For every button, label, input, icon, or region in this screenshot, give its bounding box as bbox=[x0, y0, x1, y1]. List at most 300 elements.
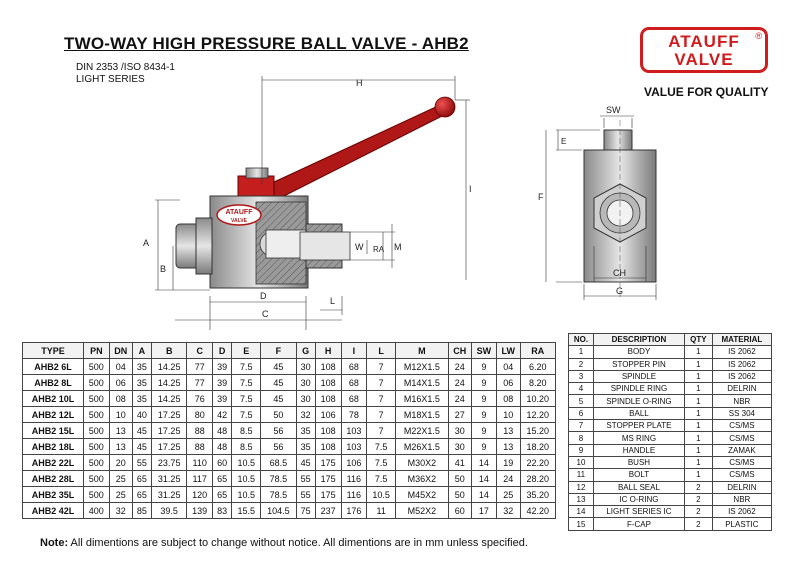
dimension-table-cell: M30X2 bbox=[396, 455, 449, 471]
stem-nut bbox=[246, 168, 268, 178]
dimension-table-cell: 7 bbox=[367, 391, 396, 407]
dimension-table-cell: 31.25 bbox=[152, 471, 187, 487]
dimension-table-cell: 39 bbox=[213, 375, 232, 391]
dimension-table-cell: 40 bbox=[132, 407, 151, 423]
dimension-table-cell: 8.20 bbox=[520, 375, 555, 391]
dimension-table-header-cell: L bbox=[367, 343, 396, 359]
dimension-table-cell: 7 bbox=[367, 407, 396, 423]
dimension-table-cell: 10.5 bbox=[367, 487, 396, 503]
dimension-table-cell: 65 bbox=[213, 487, 232, 503]
dimension-table-cell: 56 bbox=[261, 423, 296, 439]
dimension-table-cell: M22X1.5 bbox=[396, 423, 449, 439]
dimension-table-cell: 60 bbox=[213, 455, 232, 471]
parts-table bbox=[568, 333, 772, 531]
dim-E: E bbox=[561, 137, 567, 146]
parts-table-row bbox=[569, 358, 772, 370]
dim-I: I bbox=[469, 184, 472, 194]
dimension-table-cell: 30 bbox=[448, 423, 471, 439]
dimension-table-cell: 04 bbox=[109, 359, 132, 375]
parts-table-cell: IS 2062 bbox=[712, 370, 771, 382]
dim-D: D bbox=[260, 291, 267, 301]
parts-table-cell: BUSH bbox=[593, 456, 684, 468]
dimension-table-cell: 7 bbox=[367, 375, 396, 391]
dimension-table-cell: 88 bbox=[187, 423, 213, 439]
dimension-table-cell: AHB2 28L bbox=[23, 471, 84, 487]
dimension-table-cell: 45 bbox=[261, 375, 296, 391]
dimension-table-cell: 14.25 bbox=[152, 375, 187, 391]
dimension-table-cell: M16X1.5 bbox=[396, 391, 449, 407]
dimension-table-cell: 50 bbox=[448, 487, 471, 503]
parts-table-cell: 13 bbox=[569, 493, 594, 505]
dimension-table-cell: 14.25 bbox=[152, 359, 187, 375]
dimension-table-cell: 55 bbox=[296, 487, 315, 503]
dimension-table-cell: AHB2 10L bbox=[23, 391, 84, 407]
body-logo-line1: ATAUFF bbox=[225, 209, 253, 216]
parts-table-cell: IS 2062 bbox=[712, 506, 771, 518]
parts-table-cell: SPINDLE O-RING bbox=[593, 395, 684, 407]
parts-table-cell: CS/MS bbox=[712, 432, 771, 444]
dimension-table-cell: 30 bbox=[296, 375, 315, 391]
dimension-table-cell: 7 bbox=[367, 423, 396, 439]
parts-table-cell: NBR bbox=[712, 493, 771, 505]
dimension-table-header-cell: H bbox=[315, 343, 341, 359]
parts-table-row bbox=[569, 432, 772, 444]
dimension-table-cell: 9 bbox=[471, 439, 496, 455]
dimension-table-cell: AHB2 35L bbox=[23, 487, 84, 503]
dim-A: A bbox=[143, 238, 150, 248]
parts-table-cell: 2 bbox=[684, 481, 712, 493]
parts-table-cell: 10 bbox=[569, 456, 594, 468]
dimension-table-cell: 17.25 bbox=[152, 407, 187, 423]
dimension-table-cell: 06 bbox=[496, 375, 520, 391]
dimension-table-row bbox=[23, 375, 556, 391]
dimension-table-cell: 117 bbox=[187, 471, 213, 487]
dim-F: F bbox=[538, 192, 544, 202]
dimension-table-cell: 77 bbox=[187, 359, 213, 375]
page-title: TWO-WAY HIGH PRESSURE BALL VALVE - AHB2 bbox=[64, 34, 469, 53]
parts-table-cell: F-CAP bbox=[593, 518, 684, 530]
parts-table-cell: 3 bbox=[569, 370, 594, 382]
dimension-table-header-cell: LW bbox=[496, 343, 520, 359]
dimension-table-cell: 27 bbox=[448, 407, 471, 423]
dimension-table-cell: 176 bbox=[341, 503, 367, 519]
dimension-table-cell: M12X1.5 bbox=[396, 359, 449, 375]
dimension-table-cell: M18X1.5 bbox=[396, 407, 449, 423]
dimension-table-cell: 103 bbox=[341, 423, 367, 439]
dimension-table-cell: M52X2 bbox=[396, 503, 449, 519]
parts-table-cell: 1 bbox=[684, 444, 712, 456]
dimension-table-row bbox=[23, 359, 556, 375]
dim-RA: RA bbox=[373, 245, 385, 254]
dimension-table-cell: AHB2 12L bbox=[23, 407, 84, 423]
parts-table-cell: LIGHT SERIES IC bbox=[593, 506, 684, 518]
dimension-table-cell: 24 bbox=[496, 471, 520, 487]
dim-M: M bbox=[394, 242, 402, 252]
parts-table-cell: 1 bbox=[684, 358, 712, 370]
dimension-table-cell: 7 bbox=[367, 359, 396, 375]
registered-mark: ® bbox=[755, 31, 762, 41]
dimension-table-cell: 17 bbox=[471, 503, 496, 519]
dimension-table-cell: 68 bbox=[341, 391, 367, 407]
dimension-table-cell: 13 bbox=[496, 423, 520, 439]
dimension-table-header bbox=[23, 343, 556, 359]
right-fitting bbox=[300, 224, 350, 268]
parts-table-cell: SS 304 bbox=[712, 407, 771, 419]
dim-G: G bbox=[616, 286, 624, 296]
dimension-table-cell: 45 bbox=[261, 391, 296, 407]
dimension-table-cell: AHB2 15L bbox=[23, 423, 84, 439]
dimension-table-row bbox=[23, 487, 556, 503]
dimension-table-cell: 50 bbox=[448, 471, 471, 487]
dimension-table-cell: 106 bbox=[341, 455, 367, 471]
dimension-table-cell: 35 bbox=[132, 375, 151, 391]
dimension-table-cell: 17.25 bbox=[152, 423, 187, 439]
dim-H: H bbox=[356, 78, 363, 88]
parts-table-row bbox=[569, 346, 772, 358]
dimension-table-cell: 175 bbox=[315, 487, 341, 503]
dimension-table-cell: 108 bbox=[315, 439, 341, 455]
dimension-table-header-cell: G bbox=[296, 343, 315, 359]
dimension-table-header-cell: CH bbox=[448, 343, 471, 359]
parts-table-cell: CS/MS bbox=[712, 456, 771, 468]
dimension-table-cell: 7.5 bbox=[232, 375, 261, 391]
parts-table-cell: ZAMAK bbox=[712, 444, 771, 456]
parts-table-cell: 2 bbox=[569, 358, 594, 370]
dimension-table-cell: 39 bbox=[213, 359, 232, 375]
dimension-table-cell: 17.25 bbox=[152, 439, 187, 455]
dimension-table-cell: 83 bbox=[213, 503, 232, 519]
parts-table-cell: 5 bbox=[569, 395, 594, 407]
dimension-table-cell: 88 bbox=[187, 439, 213, 455]
dimension-table-row bbox=[23, 439, 556, 455]
parts-table-header bbox=[569, 334, 772, 346]
dim-CH: CH bbox=[613, 268, 626, 278]
dimension-table-cell: 45 bbox=[261, 359, 296, 375]
dimension-table-cell: 14 bbox=[471, 455, 496, 471]
dimension-table-cell: 108 bbox=[315, 391, 341, 407]
dimension-table-cell: 23.75 bbox=[152, 455, 187, 471]
dimension-table-cell: 7.5 bbox=[232, 407, 261, 423]
dimension-table-cell: 32 bbox=[296, 407, 315, 423]
parts-table-cell: PLASTIC bbox=[712, 518, 771, 530]
dimension-table-cell: 24 bbox=[448, 375, 471, 391]
dimension-table-cell: 65 bbox=[132, 487, 151, 503]
dimension-table-cell: M14X1.5 bbox=[396, 375, 449, 391]
parts-table-cell: 1 bbox=[684, 370, 712, 382]
dimension-table-cell: 10.5 bbox=[232, 487, 261, 503]
dimension-table-cell: 25 bbox=[496, 487, 520, 503]
parts-table-row bbox=[569, 481, 772, 493]
dimension-table-cell: 04 bbox=[496, 359, 520, 375]
parts-table-cell: 11 bbox=[569, 469, 594, 481]
dimension-table-cell: 18.20 bbox=[520, 439, 555, 455]
dimension-table-cell: 65 bbox=[132, 471, 151, 487]
body-logo-line2: VALVE bbox=[231, 218, 247, 224]
dimension-table-cell: 28.20 bbox=[520, 471, 555, 487]
dimension-table-cell: M36X2 bbox=[396, 471, 449, 487]
dimension-table-cell: 500 bbox=[83, 359, 109, 375]
dimension-table-header-cell: F bbox=[261, 343, 296, 359]
dimension-table-cell: 500 bbox=[83, 471, 109, 487]
dimension-table-cell: 139 bbox=[187, 503, 213, 519]
dim-SW: SW bbox=[606, 105, 621, 115]
dimension-table-row bbox=[23, 455, 556, 471]
dimension-table-cell: 7.5 bbox=[367, 439, 396, 455]
parts-table-cell: 4 bbox=[569, 383, 594, 395]
dimension-table-header-cell: B bbox=[152, 343, 187, 359]
parts-table-row bbox=[569, 383, 772, 395]
parts-table-cell: CS/MS bbox=[712, 420, 771, 432]
parts-table-cell: BODY bbox=[593, 346, 684, 358]
dimension-table-cell: 10.5 bbox=[232, 471, 261, 487]
dimension-table-cell: 25 bbox=[109, 487, 132, 503]
dimension-table-cell: 22.20 bbox=[520, 455, 555, 471]
dimension-table-cell: 56 bbox=[261, 439, 296, 455]
parts-table-cell: DELRIN bbox=[712, 481, 771, 493]
parts-table-row bbox=[569, 506, 772, 518]
valve-body bbox=[210, 196, 308, 288]
dimension-table-cell: 42 bbox=[213, 407, 232, 423]
dimension-table-cell: 55 bbox=[296, 471, 315, 487]
dimension-table-cell: 30 bbox=[448, 439, 471, 455]
tagline: VALUE FOR QUALITY bbox=[644, 85, 769, 99]
dimension-table-cell: 108 bbox=[315, 375, 341, 391]
parts-table-cell: 1 bbox=[684, 395, 712, 407]
dimension-table-cell: AHB2 8L bbox=[23, 375, 84, 391]
dimension-table-cell: 500 bbox=[83, 391, 109, 407]
dimension-table-row bbox=[23, 391, 556, 407]
dimension-table-cell: 35 bbox=[132, 391, 151, 407]
dimension-table-cell: 08 bbox=[109, 391, 132, 407]
dimension-table-cell: 7.5 bbox=[367, 455, 396, 471]
parts-table-row bbox=[569, 420, 772, 432]
dimension-table-header-cell: TYPE bbox=[23, 343, 84, 359]
parts-table-cell: 1 bbox=[684, 469, 712, 481]
footnote-text: All dimentions are subject to change without notice. All dimentions are in mm unless specified. bbox=[68, 537, 528, 549]
dimension-table-cell: 42.20 bbox=[520, 503, 555, 519]
dimension-table-cell: 7.5 bbox=[232, 391, 261, 407]
dimension-table-cell: 13 bbox=[109, 423, 132, 439]
dim-C: C bbox=[262, 309, 269, 319]
dimension-table-cell: 12.20 bbox=[520, 407, 555, 423]
parts-table-row bbox=[569, 518, 772, 530]
dimension-table-header-cell: C bbox=[187, 343, 213, 359]
dimension-table-cell: 120 bbox=[187, 487, 213, 503]
dimension-table-cell: 24 bbox=[448, 391, 471, 407]
parts-table-cell: HANDLE bbox=[593, 444, 684, 456]
dimension-table-cell: 35 bbox=[132, 359, 151, 375]
dimension-table-cell: 14.25 bbox=[152, 391, 187, 407]
dimension-table-header-cell: I bbox=[341, 343, 367, 359]
dimension-table-cell: 77 bbox=[187, 375, 213, 391]
handle bbox=[238, 97, 455, 200]
dimension-table-cell: 8.5 bbox=[232, 423, 261, 439]
logo-line2: VALVE bbox=[674, 50, 734, 69]
dimension-table-header-cell: SW bbox=[471, 343, 496, 359]
handle-knob bbox=[435, 97, 455, 117]
parts-table-cell: 8 bbox=[569, 432, 594, 444]
dimension-table-cell: 11 bbox=[367, 503, 396, 519]
dimension-table-cell: 85 bbox=[132, 503, 151, 519]
dimension-table-cell: 500 bbox=[83, 423, 109, 439]
standard-label: DIN 2353 /ISO 8434-1 bbox=[76, 62, 175, 73]
dimension-table-header-cell: PN bbox=[83, 343, 109, 359]
dimension-table-cell: 500 bbox=[83, 487, 109, 503]
dimension-table-cell: AHB2 42L bbox=[23, 503, 84, 519]
footnote-label: Note: bbox=[40, 537, 69, 549]
parts-table-cell: SPINDLE RING bbox=[593, 383, 684, 395]
dimension-table-cell: 68.5 bbox=[261, 455, 296, 471]
parts-table-cell: STOPPER PLATE bbox=[593, 420, 684, 432]
dimension-table-cell: 35 bbox=[296, 423, 315, 439]
parts-table-header-cell: NO. bbox=[569, 334, 594, 346]
dimension-table-cell: 15.20 bbox=[520, 423, 555, 439]
dimension-table-cell: 30 bbox=[296, 391, 315, 407]
dimension-table-cell: 65 bbox=[213, 471, 232, 487]
dimension-table-cell: 103 bbox=[341, 439, 367, 455]
dim-L: L bbox=[330, 296, 336, 306]
dimension-table-header-cell: DN bbox=[109, 343, 132, 359]
parts-table-row bbox=[569, 395, 772, 407]
parts-table-cell: 1 bbox=[684, 383, 712, 395]
dimension-table-cell: 10.20 bbox=[520, 391, 555, 407]
dimension-table-cell: 14 bbox=[471, 487, 496, 503]
dimension-table-cell: 78 bbox=[341, 407, 367, 423]
dimension-table-cell: 39 bbox=[213, 391, 232, 407]
dimension-table-cell: 116 bbox=[341, 471, 367, 487]
dimension-table-cell: 48 bbox=[213, 423, 232, 439]
dimension-table-cell: 55 bbox=[132, 455, 151, 471]
dimension-table-cell: 500 bbox=[83, 439, 109, 455]
dimension-table-cell: 14 bbox=[471, 471, 496, 487]
parts-table-cell: NBR bbox=[712, 395, 771, 407]
dimension-table-cell: 9 bbox=[471, 407, 496, 423]
parts-table-cell: 1 bbox=[684, 346, 712, 358]
logo-line1: ATAUFF bbox=[668, 32, 740, 51]
dimension-table-header-cell: A bbox=[132, 343, 151, 359]
parts-table-cell: 1 bbox=[684, 420, 712, 432]
parts-table-cell: IS 2062 bbox=[712, 358, 771, 370]
dimension-table-cell: 15.5 bbox=[232, 503, 261, 519]
parts-table-cell: BALL bbox=[593, 407, 684, 419]
side-stem bbox=[604, 130, 632, 150]
dimension-table-cell: 13 bbox=[109, 439, 132, 455]
dimension-table-row bbox=[23, 423, 556, 439]
dimension-table-cell: 175 bbox=[315, 455, 341, 471]
dimension-table-cell: 19 bbox=[496, 455, 520, 471]
dimension-table-cell: 50 bbox=[261, 407, 296, 423]
dimension-table-header-cell: M bbox=[396, 343, 449, 359]
dimension-table-cell: 7.5 bbox=[367, 471, 396, 487]
dimension-table-cell: 45 bbox=[296, 455, 315, 471]
dimension-table-cell: 500 bbox=[83, 407, 109, 423]
parts-table-row bbox=[569, 456, 772, 468]
dimension-table-cell: 32 bbox=[109, 503, 132, 519]
parts-table-cell: IS 2062 bbox=[712, 346, 771, 358]
dimension-table-cell: 237 bbox=[315, 503, 341, 519]
parts-table-cell: 1 bbox=[684, 407, 712, 419]
parts-table-header-cell: DESCRIPTION bbox=[593, 334, 684, 346]
dimension-table-cell: 10.5 bbox=[232, 455, 261, 471]
parts-table-cell: DELRIN bbox=[712, 383, 771, 395]
dimension-table-cell: 106 bbox=[315, 407, 341, 423]
dimension-table-row bbox=[23, 407, 556, 423]
dimension-table-cell: 9 bbox=[471, 359, 496, 375]
dimension-table-cell: 08 bbox=[496, 391, 520, 407]
parts-table-cell: CS/MS bbox=[712, 469, 771, 481]
parts-table-cell: 2 bbox=[684, 493, 712, 505]
parts-table-header-cell: QTY bbox=[684, 334, 712, 346]
parts-table-cell: IC O-RING bbox=[593, 493, 684, 505]
dimension-table-cell: 110 bbox=[187, 455, 213, 471]
dimension-table-cell: 06 bbox=[109, 375, 132, 391]
dimension-table-cell: M26X1.5 bbox=[396, 439, 449, 455]
parts-table-cell: STOPPER PIN bbox=[593, 358, 684, 370]
dimension-table-cell: 60 bbox=[448, 503, 471, 519]
dimension-table-header-cell: E bbox=[232, 343, 261, 359]
dimension-table-cell: 9 bbox=[471, 391, 496, 407]
parts-table-cell: 6 bbox=[569, 407, 594, 419]
dimension-table-header-cell: RA bbox=[520, 343, 555, 359]
dimension-table-header-cell: D bbox=[213, 343, 232, 359]
dim-W: W bbox=[355, 242, 364, 252]
dimension-table-row bbox=[23, 503, 556, 519]
dimension-table-cell: 78.5 bbox=[261, 471, 296, 487]
parts-table-cell: 2 bbox=[684, 506, 712, 518]
parts-table-cell: 14 bbox=[569, 506, 594, 518]
dimension-table-body bbox=[23, 359, 556, 519]
parts-table-cell: 2 bbox=[684, 518, 712, 530]
parts-table-row bbox=[569, 370, 772, 382]
series-label: LIGHT SERIES bbox=[76, 74, 145, 85]
dimension-table-cell: 8.5 bbox=[232, 439, 261, 455]
parts-table-cell: 1 bbox=[684, 456, 712, 468]
dimension-table-cell: AHB2 18L bbox=[23, 439, 84, 455]
dimension-table-cell: 108 bbox=[315, 423, 341, 439]
parts-table-row bbox=[569, 469, 772, 481]
parts-table-row bbox=[569, 493, 772, 505]
dimension-table-cell: 20 bbox=[109, 455, 132, 471]
footnote bbox=[40, 537, 528, 549]
dimension-table-cell: 10 bbox=[109, 407, 132, 423]
dimension-table-row bbox=[23, 471, 556, 487]
dimension-table-cell: 80 bbox=[187, 407, 213, 423]
dimension-table-cell: 45 bbox=[132, 439, 151, 455]
dimension-table-cell: 10 bbox=[496, 407, 520, 423]
parts-table-cell: 1 bbox=[684, 432, 712, 444]
dimension-table-cell: 31.25 bbox=[152, 487, 187, 503]
dimension-table-cell: M45X2 bbox=[396, 487, 449, 503]
dimension-table-cell: 32 bbox=[496, 503, 520, 519]
parts-table-cell: 9 bbox=[569, 444, 594, 456]
dimension-table-cell: 9 bbox=[471, 375, 496, 391]
dimension-table-cell: 9 bbox=[471, 423, 496, 439]
dimension-table-cell: 45 bbox=[132, 423, 151, 439]
dimension-table-cell: 175 bbox=[315, 471, 341, 487]
parts-table-body bbox=[569, 346, 772, 530]
parts-table-cell: 1 bbox=[569, 346, 594, 358]
dimension-table-cell: 68 bbox=[341, 375, 367, 391]
dimension-table-cell: 75 bbox=[296, 503, 315, 519]
parts-table-cell: SPINDLE bbox=[593, 370, 684, 382]
dimension-table-cell: 400 bbox=[83, 503, 109, 519]
dimension-table-cell: 30 bbox=[296, 359, 315, 375]
dimension-table-cell: 35 bbox=[296, 439, 315, 455]
dimension-table-cell: 39.5 bbox=[152, 503, 187, 519]
dimension-table-cell: 108 bbox=[315, 359, 341, 375]
parts-table-header-cell: MATERIAL bbox=[712, 334, 771, 346]
dimension-table-cell: 7.5 bbox=[232, 359, 261, 375]
